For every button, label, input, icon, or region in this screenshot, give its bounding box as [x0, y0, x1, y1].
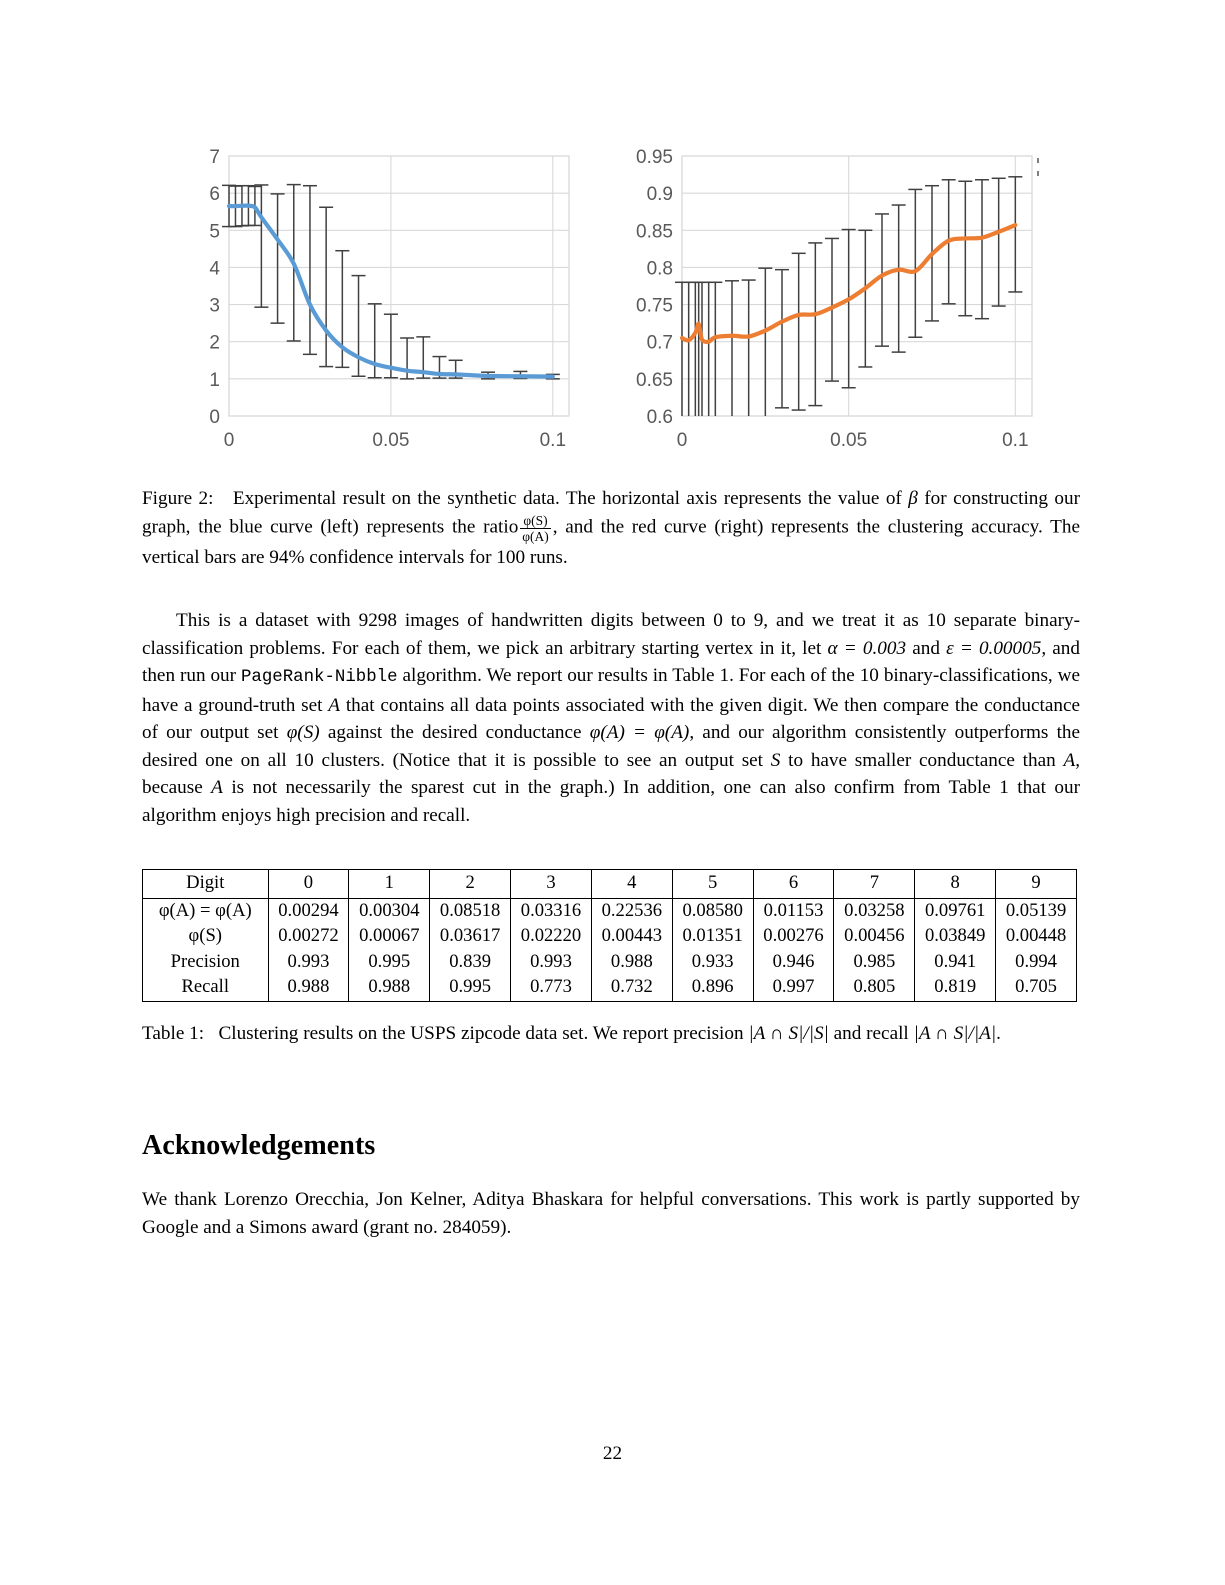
table-cell: 0.08518	[430, 898, 511, 924]
table-cell: 0.705	[996, 975, 1077, 1001]
x-tick-label: 0	[676, 430, 688, 451]
table-row-label: Recall	[143, 975, 269, 1001]
acknowledgements-paragraph: We thank Lorenzo Orecchia, Jon Kelner, Aditya Bhaskara for helpful conversations. This work is partly supported by Google and a Simons award (grant no. 284059).	[142, 1189, 1080, 1238]
para-seg-3: , and then run our	[142, 637, 1080, 686]
y-tick-label: 0.65	[636, 369, 673, 391]
table-caption-label: Table 1:	[142, 1023, 205, 1044]
table-cell: 0.01153	[753, 898, 834, 924]
y-tick-label: 0.85	[636, 221, 673, 243]
para-set-A-1: A	[328, 694, 340, 716]
table-cell: 0.03316	[511, 898, 592, 924]
para-set-A-3: A	[211, 777, 223, 798]
y-tick-label: 4	[209, 258, 220, 280]
y-tick-label: 0.95	[636, 147, 673, 168]
table-cell: 0.03617	[430, 924, 511, 950]
table-header-col-4: 4	[591, 870, 672, 899]
left-ratio-chart	[187, 138, 577, 458]
table-cell: 0.988	[349, 975, 430, 1001]
ratio-fraction	[520, 513, 550, 544]
table-header-col-7: 7	[834, 870, 915, 899]
table-caption-math-2: |A ∩ S|/|A|	[913, 1023, 997, 1044]
table-row-label: φ(S)	[143, 924, 269, 950]
figure-caption-text-3: , and the red curve (right) represents the clustering accuracy. The vertical bars are 94% confidence intervals for 100 runs.	[142, 516, 1080, 568]
y-tick-label: 7	[209, 147, 220, 168]
table-header-col-9: 9	[996, 870, 1077, 899]
para-seg-6: against the desired conductance	[327, 722, 582, 743]
table-caption-text-3: .	[996, 1023, 1001, 1044]
para-seg-2: and	[912, 637, 940, 659]
table-cell: 0.933	[672, 950, 753, 976]
table-cell: 0.03258	[834, 898, 915, 924]
ratio-numerator: φ(S)	[523, 512, 548, 528]
table-cell: 0.00272	[268, 924, 349, 950]
right-accuracy-chart	[620, 138, 1040, 458]
para-seg-1: This is a dataset with 9298 images of handwritten digits between 0 to 9, and we treat it as 10 separate binary-classification problems. For each of them, we pick an arbitrary starting vertex in it, let	[142, 610, 1080, 659]
table-header-col-3: 3	[511, 870, 592, 899]
table-row	[143, 924, 1077, 950]
table-row-label: φ(A) = φ(A)	[143, 898, 269, 924]
y-tick-label: 0.6	[646, 407, 673, 428]
table-cell: 0.01351	[672, 924, 753, 950]
table-cell: 0.03849	[915, 924, 996, 950]
table-header-col-0: 0	[268, 870, 349, 899]
figure-caption-text-1: Experimental result on the synthetic data. The horizontal axis represents the value of	[232, 488, 902, 509]
figure-caption-beta: β	[908, 488, 918, 509]
table-cell: 0.995	[349, 950, 430, 976]
table-cell: 0.732	[591, 975, 672, 1001]
table-cell: 0.805	[834, 975, 915, 1001]
right-chart-svg	[620, 138, 1040, 458]
table-row	[143, 950, 1077, 976]
table-cell: 0.946	[753, 950, 834, 976]
table-cell: 0.00448	[996, 924, 1077, 950]
table-cell: 0.09761	[915, 898, 996, 924]
table-cell: 0.819	[915, 975, 996, 1001]
para-epsilon: ε = 0.00005	[946, 637, 1042, 659]
table-header-col-5: 5	[672, 870, 753, 899]
table-cell: 0.22536	[591, 898, 672, 924]
table-cell: 0.941	[915, 950, 996, 976]
y-tick-label: 5	[209, 221, 220, 243]
y-tick-label: 0.8	[646, 258, 673, 280]
ratio-denominator: φ(A)	[522, 528, 549, 544]
table-header-col-8: 8	[915, 870, 996, 899]
left-chart-svg	[187, 138, 577, 458]
y-tick-label: 0.75	[636, 295, 673, 317]
table-cell: 0.08580	[672, 898, 753, 924]
para-alpha: α = 0.003	[827, 637, 907, 659]
table-cell: 0.773	[511, 975, 592, 1001]
para-phi-S: φ(S)	[286, 722, 320, 743]
table-cell: 0.988	[591, 950, 672, 976]
x-tick-label: 0.1	[539, 430, 567, 451]
plot-border	[682, 156, 1032, 416]
y-tick-label: 1	[209, 369, 220, 391]
table-row	[143, 975, 1077, 1001]
table-cell: 0.00294	[268, 898, 349, 924]
table-cell: 0.997	[753, 975, 834, 1001]
x-tick-label: 0.1	[1002, 430, 1029, 451]
table-cell: 0.993	[511, 950, 592, 976]
para-seg-8: to have smaller conductance than	[788, 749, 1056, 771]
table-header-row	[143, 870, 1077, 899]
table-cell: 0.995	[430, 975, 511, 1001]
figure-caption	[142, 485, 1080, 571]
para-set-A-2: A	[1063, 749, 1076, 771]
y-tick-label: 0.9	[646, 184, 673, 206]
table-row-label: Precision	[143, 950, 269, 976]
table-cell: 0.00443	[591, 924, 672, 950]
table-cell: 0.02220	[511, 924, 592, 950]
table-caption-text-2: and recall	[833, 1023, 909, 1044]
figure-2	[142, 138, 1082, 458]
x-tick-label: 0.05	[372, 430, 410, 451]
para-seg-5: that contains all data points associated with the given digit. We then compare the conductance of our output set	[142, 694, 1081, 743]
y-tick-label: 0.7	[646, 332, 673, 354]
y-tick-label: 2	[209, 332, 220, 354]
table-cell: 0.896	[672, 975, 753, 1001]
table-header-col-6: 6	[753, 870, 834, 899]
x-tick-label: 0.05	[830, 430, 868, 451]
results-table	[142, 869, 1077, 1002]
table-cell: 0.00456	[834, 924, 915, 950]
table-caption	[142, 1020, 1080, 1048]
body-paragraph	[142, 607, 1080, 829]
figure-caption-text-2: for constructing our graph, the blue curve (left) represents the ratio	[142, 488, 1080, 538]
table-row	[143, 898, 1077, 924]
y-tick-label: 6	[209, 184, 220, 206]
page-number: 22	[602, 1443, 623, 1464]
y-tick-label: 0	[209, 407, 220, 428]
table-cell: 0.00067	[349, 924, 430, 950]
figure-caption-label: Figure 2:	[142, 488, 214, 509]
table-caption-math-1: |A ∩ S|/|S|	[748, 1023, 829, 1044]
table-cell: 0.00304	[349, 898, 430, 924]
para-seg-7: , and our algorithm consistently outperforms the desired one on all 10 clusters. (Notice that it is possible to see an output set	[142, 722, 1081, 771]
acknowledgements-heading: Acknowledgements	[142, 1130, 376, 1161]
para-phi-A-eq: φ(A) = φ(A)	[589, 722, 690, 743]
table-cell: 0.994	[996, 950, 1077, 976]
algorithm-name: PageRank-Nibble	[240, 668, 398, 687]
para-seg-9: , because	[142, 749, 1081, 798]
x-tick-label: 0	[223, 430, 235, 451]
results-table-container	[142, 869, 1077, 1002]
table-header-digit: Digit	[143, 870, 269, 899]
table-cell: 0.988	[268, 975, 349, 1001]
para-seg-4: algorithm. We report our results in Table 1. For each of the 10 binary-classifications, we have a ground-truth set	[142, 665, 1081, 716]
table-cell: 0.05139	[996, 898, 1077, 924]
table-cell: 0.993	[268, 950, 349, 976]
table-cell: 0.985	[834, 950, 915, 976]
table-header-col-1: 1	[349, 870, 430, 899]
table-caption-text-1: Clustering results on the USPS zipcode data set. We report precision	[218, 1023, 744, 1044]
para-seg-10: is not necessarily the sparest cut in the graph.) In addition, one can also confirm from Table 1 that our algorithm enjoys high precision and recall.	[142, 777, 1081, 826]
cropped-legend-artifact	[1037, 158, 1039, 176]
table-cell: 0.00276	[753, 924, 834, 950]
para-set-S: S	[770, 749, 781, 771]
y-tick-label: 3	[209, 295, 220, 317]
table-cell: 0.839	[430, 950, 511, 976]
table-header-col-2: 2	[430, 870, 511, 899]
